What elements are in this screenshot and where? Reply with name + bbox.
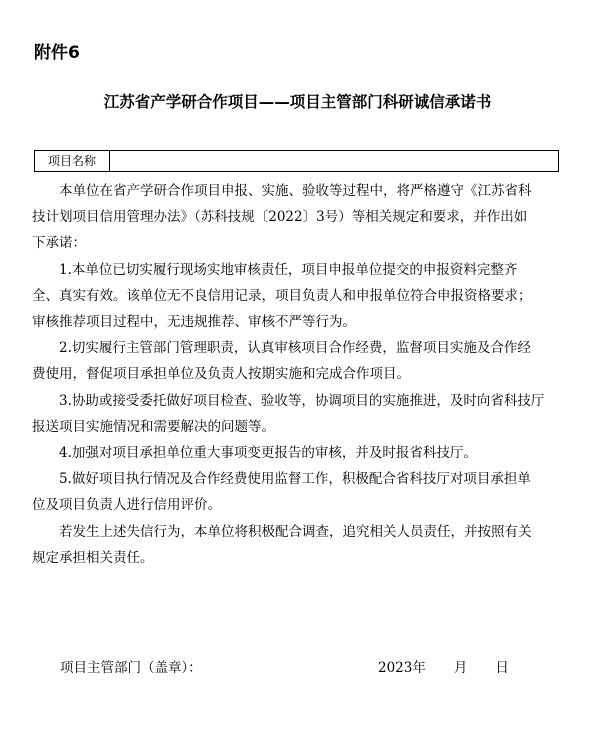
project-name-table [34, 150, 559, 172]
date-month: 月 [453, 660, 468, 676]
paragraph-line: 审核推荐项目过程中，无违规推荐、审核不严等行为。 [32, 314, 356, 331]
commitment-body [32, 178, 568, 571]
paragraph-line: 技计划项目信用管理办法》（苏科技规〔2022〕3号）等相关规定和要求，并作出如 [32, 209, 528, 226]
paragraph-line: 3.协助或接受委托做好项目检查、验收等，协调项目的实施推进，及时向省科技厅 [59, 392, 545, 409]
paragraph-line: 5.做好项目执行情况及合作经费使用监督工作，积极配合省科技厅对项目承担单 [59, 471, 531, 488]
paragraph-item-3 [32, 388, 568, 440]
project-name-value [110, 151, 558, 171]
paragraph-line: 4.加强对项目承担单位重大事项变更报告的审核，并及时报省科技厅。 [59, 445, 477, 462]
paragraph-closing [32, 519, 568, 571]
project-name-label: 项目名称 [35, 151, 110, 171]
paragraph-line: 规定承担相关责任。 [32, 549, 154, 566]
document-title: 江苏省产学研合作项目——项目主管部门科研诚信承诺书 [103, 93, 492, 111]
paragraph-line: 2.切实履行主管部门管理职责，认真审核项目合作经费，监督项目实施及合作经 [59, 340, 531, 357]
paragraph-line: 下承诺： [32, 235, 86, 252]
date-year: 2023年 [378, 660, 426, 676]
paragraph-line: 费使用，督促项目承担单位及负责人按期实施和完成合作项目。 [32, 366, 410, 383]
paragraph-item-5 [32, 466, 568, 518]
paragraph-line: 全、真实有效。该单位无不良信用记录，项目负责人和申报单位符合申报资格要求； [32, 287, 532, 304]
paragraph-line: 本单位在省产学研合作项目申报、实施、验收等过程中，将严格遵守《江苏省科 [59, 183, 532, 199]
paragraph-line: 若发生上述失信行为，本单位将积极配合调查，追究相关人员责任，并按照有关 [59, 523, 532, 540]
paragraph-intro [32, 178, 568, 257]
attachment-label: 附件6 [34, 43, 80, 63]
paragraph-item-2 [32, 335, 568, 387]
paragraph-line: 报送项目实施情况和需要解决的问题等。 [32, 418, 275, 435]
signature-date [378, 656, 509, 676]
paragraph-line: 1.本单位已切实履行现场实地审核责任，项目申报单位提交的申报资料完整齐 [59, 261, 518, 278]
paragraph-item-4 [32, 440, 568, 466]
paragraph-item-1 [32, 257, 568, 336]
department-seal-label: 项目主管部门（盖章）： [60, 660, 202, 676]
paragraph-line: 位及项目负责人进行信用评价。 [32, 497, 221, 514]
date-day: 日 [495, 660, 509, 676]
